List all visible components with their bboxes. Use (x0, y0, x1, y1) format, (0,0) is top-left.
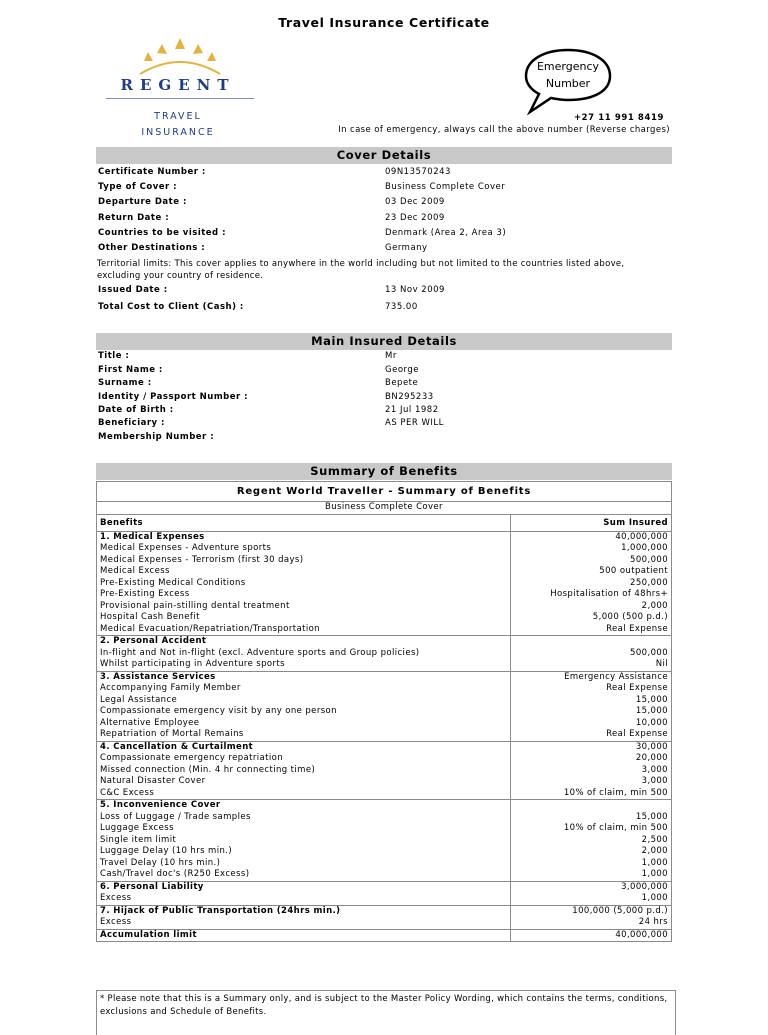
insured-value: 21 Jul 1982 (385, 405, 439, 415)
benefit-item-name: Provisional pain-stilling dental treatment (100, 600, 290, 611)
benefit-section-amounts (511, 929, 672, 942)
benefit-section-title-amount: 100,000 (5,000 p.d.) (572, 905, 668, 916)
benefits-table-title: Regent World Traveller - Summary of Benefits (97, 482, 672, 502)
insured-value: George (385, 365, 419, 375)
cover-label: Total Cost to Client (Cash) : (98, 302, 244, 312)
benefit-item-name: Medical Expenses - Terrorism (first 30 days) (100, 554, 304, 565)
benefit-section-row (97, 881, 672, 905)
benefit-section-row (97, 671, 672, 741)
logo-line-1: TRAVEL (154, 111, 202, 122)
benefit-item-amount: 10,000 (635, 717, 668, 728)
benefit-item-amount: 250,000 (630, 577, 668, 588)
benefit-section-title-amount: Emergency Assistance (564, 671, 668, 682)
emergency-note: In case of emergency, always call the above number (Reverse charges) (338, 125, 670, 135)
benefit-section-title-amount: 40,000,000 (615, 531, 668, 542)
benefit-section-names (97, 929, 511, 942)
cover-label: Type of Cover : (98, 182, 178, 192)
benefit-section-names (97, 531, 511, 636)
benefit-section-title-amount (514, 636, 668, 648)
benefit-section-title: 4. Cancellation & Curtailment (100, 741, 254, 752)
insured-details-heading: Main Insured Details (96, 333, 672, 350)
cover-label: Certificate Number : (98, 167, 206, 177)
benefit-item-name: Travel Delay (10 hrs min.) (100, 857, 221, 868)
cover-value: Business Complete Cover (385, 182, 506, 192)
benefit-item-amount: Real Expense (606, 729, 668, 739)
benefit-item-name: Single item limit (100, 834, 177, 845)
insured-value: Mr (385, 351, 397, 361)
benefit-item-amount: 15,000 (635, 694, 668, 705)
logo-brand: REGENT (120, 76, 236, 94)
cover-value: Germany (385, 243, 428, 253)
insured-label: Date of Birth : (98, 405, 174, 415)
benefit-item-name: Pre-Existing Medical Conditions (100, 577, 246, 588)
col-sum-header: Sum Insured (511, 514, 672, 531)
benefits-heading: Summary of Benefits (96, 463, 672, 480)
benefit-section-title-amount: 30,000 (635, 741, 668, 752)
logo-divider (106, 98, 254, 99)
benefit-item-name: In-flight and Not in-flight (excl. Adventure sports and Group policies) (100, 647, 420, 658)
benefit-item-name: Compassionate emergency visit by any one person (100, 706, 337, 716)
cover-label: Return Date : (98, 213, 170, 223)
benefit-item-amount: 3,000 (641, 776, 668, 786)
cover-label: Other Destinations : (98, 243, 206, 253)
benefit-item-amount: Nil (655, 659, 668, 669)
benefit-section-amounts (511, 800, 672, 882)
benefit-item-name: Legal Assistance (100, 694, 178, 705)
benefit-item-name: Medical Expenses - Adventure sports (100, 543, 272, 553)
benefit-section-names (97, 800, 511, 882)
benefit-item-amount: 500,000 (630, 647, 668, 658)
benefit-item-name: Pre-Existing Excess (100, 589, 190, 599)
benefit-section-title: 3. Assistance Services (100, 671, 216, 682)
benefit-item-name: Repatriation of Mortal Remains (100, 729, 244, 739)
benefit-item-amount: 15,000 (635, 706, 668, 716)
benefit-item-amount: 3,000 (641, 764, 668, 775)
benefit-section-amounts (511, 881, 672, 905)
benefit-section-names (97, 881, 511, 905)
benefit-section-amounts (511, 636, 672, 672)
insured-value: Bepete (385, 378, 419, 388)
col-benefits-header: Benefits (97, 514, 511, 531)
emergency-number: +27 11 991 8419 (573, 113, 664, 123)
cover-details-heading: Cover Details (96, 147, 672, 164)
benefit-item-amount: 10% of claim, min 500 (563, 823, 668, 833)
benefit-item-name: Cash/Travel doc's (R250 Excess) (100, 869, 250, 879)
benefit-section-names (97, 671, 511, 741)
benefit-section-amounts (511, 671, 672, 741)
benefit-item-amount: 15,000 (635, 811, 668, 822)
cover-label: Departure Date : (98, 197, 187, 207)
regent-logo (96, 36, 260, 144)
benefit-item-amount: Hospitalisation of 48hrs+ (550, 589, 668, 599)
benefit-item-name: Hospital Cash Benefit (100, 612, 200, 622)
benefit-item-amount: 24 hrs (638, 917, 668, 927)
benefit-section-names (97, 905, 511, 929)
benefit-item-name: Excess (100, 917, 132, 927)
insured-value: BN295233 (385, 392, 434, 402)
benefit-item-name: Natural Disaster Cover (100, 776, 206, 786)
insured-value: AS PER WILL (385, 418, 444, 428)
page-title: Travel Insurance Certificate (278, 15, 490, 30)
insured-label: First Name : (98, 365, 163, 375)
benefit-section-title-amount (514, 800, 668, 812)
benefit-item-name: Accompanying Family Member (100, 683, 241, 693)
benefit-item-amount: 1,000 (641, 869, 668, 879)
benefit-item-amount: 10% of claim, min 500 (563, 787, 668, 798)
emergency-bubble (522, 48, 614, 116)
benefits-header-row (97, 514, 672, 531)
insured-label: Surname : (98, 378, 152, 388)
benefit-section-row (97, 741, 672, 800)
benefit-item-amount: 1,000,000 (621, 543, 668, 553)
bubble-line-2: Number (545, 77, 591, 90)
benefit-item-name: Loss of Luggage / Trade samples (100, 811, 251, 822)
benefit-item-name: Luggage Excess (100, 823, 174, 833)
benefit-item-amount: 2,000 (641, 600, 668, 611)
territorial-note: Territorial limits: This cover applies to anywhere in the world including but not limited to the countries listed above, excluding your country of residence. (97, 259, 625, 281)
benefit-item-amount: Real Expense (606, 623, 668, 634)
benefit-item-amount: 5,000 (500 p.d.) (592, 612, 668, 622)
benefit-section-title: 7. Hijack of Public Transportation (24hrs min.) (100, 905, 341, 916)
benefit-section-title: 6. Personal Liability (100, 881, 204, 892)
cover-value: Denmark (Area 2, Area 3) (385, 228, 507, 238)
benefit-section-amounts (511, 905, 672, 929)
benefit-section-title: 2. Personal Accident (100, 636, 207, 646)
benefit-item-name: C&C Excess (100, 787, 155, 798)
benefit-section-row (97, 531, 672, 636)
bubble-line-1: Emergency (536, 60, 600, 73)
benefit-item-amount: 1,000 (641, 893, 668, 903)
insured-label: Beneficiary : (98, 418, 165, 428)
benefits-subtitle: Business Complete Cover (97, 502, 672, 515)
benefit-item-name: Whilst participating in Adventure sports (100, 659, 285, 669)
benefit-item-amount: Real Expense (606, 683, 668, 693)
benefit-item-name: Luggage Delay (10 hrs min.) (100, 846, 233, 856)
benefit-section-amounts (511, 531, 672, 636)
benefits-table-title-row (97, 482, 672, 502)
cover-value: 13 Nov 2009 (385, 285, 445, 295)
benefit-item-name: Alternative Employee (100, 717, 200, 728)
cover-value: 735.00 (385, 302, 418, 312)
benefit-section-row (97, 905, 672, 929)
insured-label: Title : (98, 351, 130, 361)
benefit-item-amount: 500,000 (630, 554, 668, 565)
benefit-item-amount: 500 outpatient (599, 566, 668, 576)
cover-label: Issued Date : (98, 285, 168, 295)
benefit-section-names (97, 741, 511, 800)
benefits-subtitle-row (97, 502, 672, 515)
benefit-item-name: Medical Evacuation/Repatriation/Transportation (100, 623, 320, 634)
benefit-section-title-amount: 3,000,000 (621, 881, 668, 892)
benefit-item-amount: 2,500 (641, 834, 668, 845)
cover-label: Countries to be visited : (98, 228, 227, 238)
benefit-item-name: Excess (100, 893, 132, 903)
benefit-item-name: Medical Excess (100, 566, 170, 576)
insured-label: Identity / Passport Number : (98, 392, 249, 402)
disclaimer: * Please note that this is a Summary only, and is subject to the Master Policy Wording, which contains the terms, conditions, exclusions and Schedule of Benefits. (96, 990, 676, 1035)
benefit-item-amount: 20,000 (635, 753, 668, 763)
benefit-section-title: 5. Inconvenience Cover (100, 800, 221, 810)
benefit-section-title: Accumulation limit (100, 929, 197, 940)
benefit-section-title: 1. Medical Expenses (100, 531, 205, 542)
benefit-section-amounts (511, 741, 672, 800)
benefit-item-name: Missed connection (Min. 4 hr connecting time) (100, 764, 316, 775)
benefit-item-amount: 1,000 (641, 857, 668, 868)
benefits-table (96, 481, 672, 942)
benefit-item-name: Compassionate emergency repatriation (100, 753, 284, 763)
cover-value: 03 Dec 2009 (385, 197, 445, 207)
cover-value: 09N13570243 (385, 167, 451, 177)
crown-icon (96, 36, 260, 76)
benefit-section-row (97, 929, 672, 942)
insured-label: Membership Number : (98, 432, 215, 442)
cover-value: 23 Dec 2009 (385, 213, 445, 223)
benefit-section-names (97, 636, 511, 672)
benefit-section-title-amount: 40,000,000 (615, 929, 668, 940)
benefit-item-amount: 2,000 (641, 846, 668, 856)
logo-line-2: INSURANCE (141, 127, 215, 138)
benefit-section-row (97, 636, 672, 672)
benefit-section-row (97, 800, 672, 882)
